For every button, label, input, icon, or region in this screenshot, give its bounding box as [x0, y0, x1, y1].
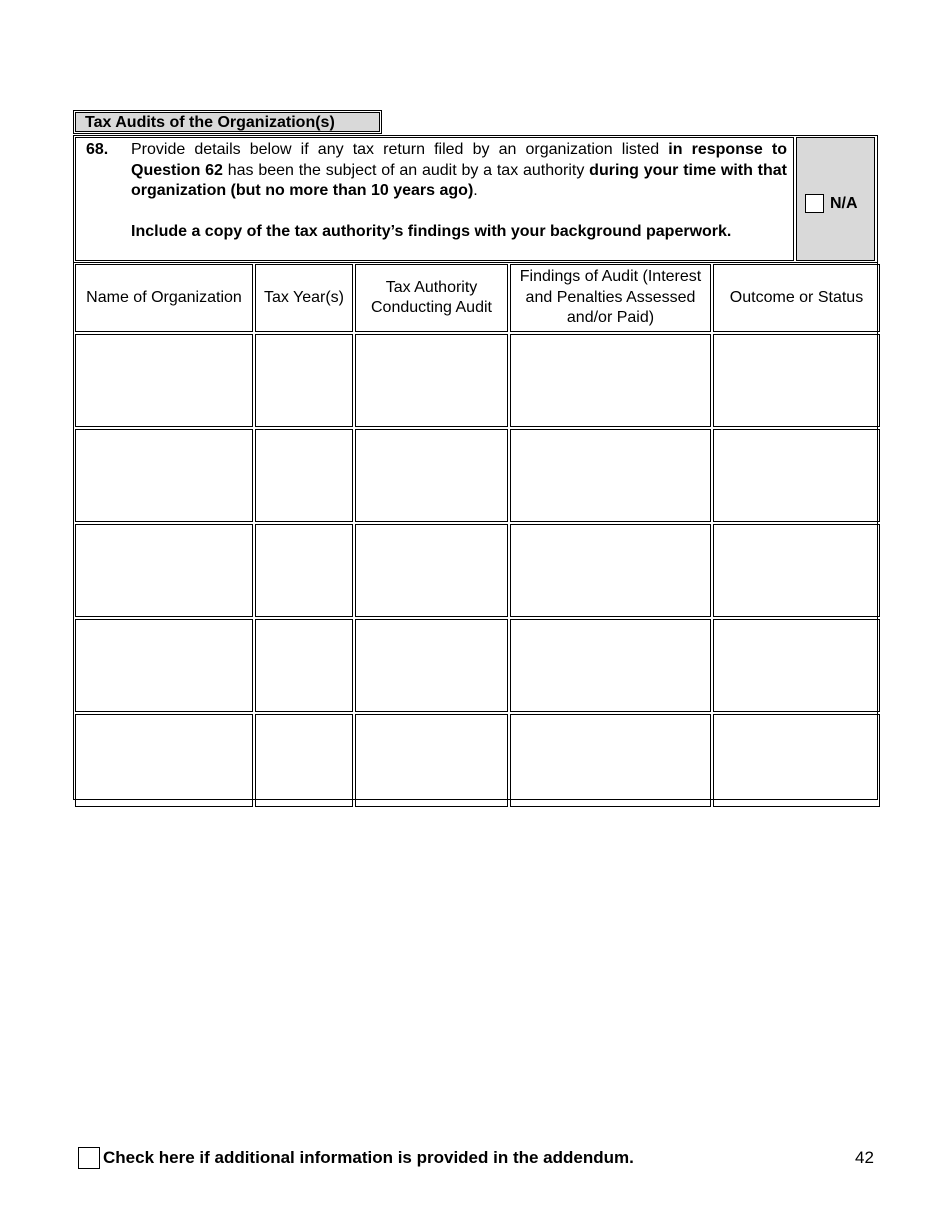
table-cell[interactable] — [75, 334, 253, 427]
table-cell[interactable] — [255, 619, 353, 712]
prompt-part-4: during your time with that organization (but no more than 10 years ago) — [131, 161, 788, 199]
question-number: 68. — [86, 141, 109, 158]
column-header: Outcome or Status — [713, 264, 880, 332]
table-cell[interactable] — [510, 334, 711, 427]
table-cell[interactable] — [510, 429, 711, 522]
table-cell[interactable] — [255, 429, 353, 522]
na-cell — [796, 137, 875, 261]
table-cell[interactable] — [255, 714, 353, 807]
table-cell[interactable] — [355, 334, 508, 427]
table-cell[interactable] — [255, 524, 353, 617]
na-label: N/A — [830, 195, 858, 212]
table-cell[interactable] — [75, 714, 253, 807]
table-header-row — [75, 264, 880, 332]
question-68-block — [73, 135, 878, 263]
table-cell[interactable] — [75, 429, 253, 522]
table-cell[interactable] — [510, 714, 711, 807]
column-header: Name of Organization — [75, 264, 253, 332]
table-cell[interactable] — [355, 714, 508, 807]
column-header: Tax Year(s) — [255, 264, 353, 332]
table-row — [75, 334, 880, 427]
prompt-part-5: . — [473, 182, 478, 199]
question-body — [131, 140, 787, 243]
prompt-part-1: Provide details below if any tax return filed by an organization listed — [131, 141, 669, 158]
question-text-cell — [75, 137, 794, 261]
addendum-checkbox[interactable] — [78, 1147, 100, 1169]
table-cell[interactable] — [255, 334, 353, 427]
table-cell[interactable] — [75, 619, 253, 712]
table-cell[interactable] — [713, 429, 880, 522]
audit-table — [73, 262, 878, 800]
table-cell[interactable] — [510, 619, 711, 712]
table-cell[interactable] — [510, 524, 711, 617]
addendum-label: Check here if additional information is provided in the addendum. — [103, 1148, 634, 1167]
section-title: Tax Audits of the Organization(s) — [75, 112, 380, 132]
section-header — [73, 110, 382, 134]
na-checkbox[interactable] — [805, 194, 824, 213]
question-prompt — [131, 140, 787, 202]
table-row — [75, 524, 880, 617]
table-cell[interactable] — [75, 524, 253, 617]
prompt-part-2: in response to Question 62 — [131, 141, 788, 179]
table-cell[interactable] — [355, 429, 508, 522]
table-cell[interactable] — [713, 714, 880, 807]
column-header: Tax Authority Conducting Audit — [355, 264, 508, 332]
table-row — [75, 619, 880, 712]
question-instruction: Include a copy of the tax authority’s findings with your background paperwork. — [131, 223, 732, 240]
table-row — [75, 714, 880, 807]
table-row — [75, 429, 880, 522]
page-number: 42 — [855, 1148, 874, 1167]
prompt-part-3: has been the subject of an audit by a tax authority — [222, 161, 590, 179]
table-cell[interactable] — [355, 619, 508, 712]
table-cell[interactable] — [713, 524, 880, 617]
table-cell[interactable] — [355, 524, 508, 617]
column-header: Findings of Audit (Interest and Penalties Assessed and/or Paid) — [510, 264, 711, 332]
table-cell[interactable] — [713, 619, 880, 712]
table-cell[interactable] — [713, 334, 880, 427]
